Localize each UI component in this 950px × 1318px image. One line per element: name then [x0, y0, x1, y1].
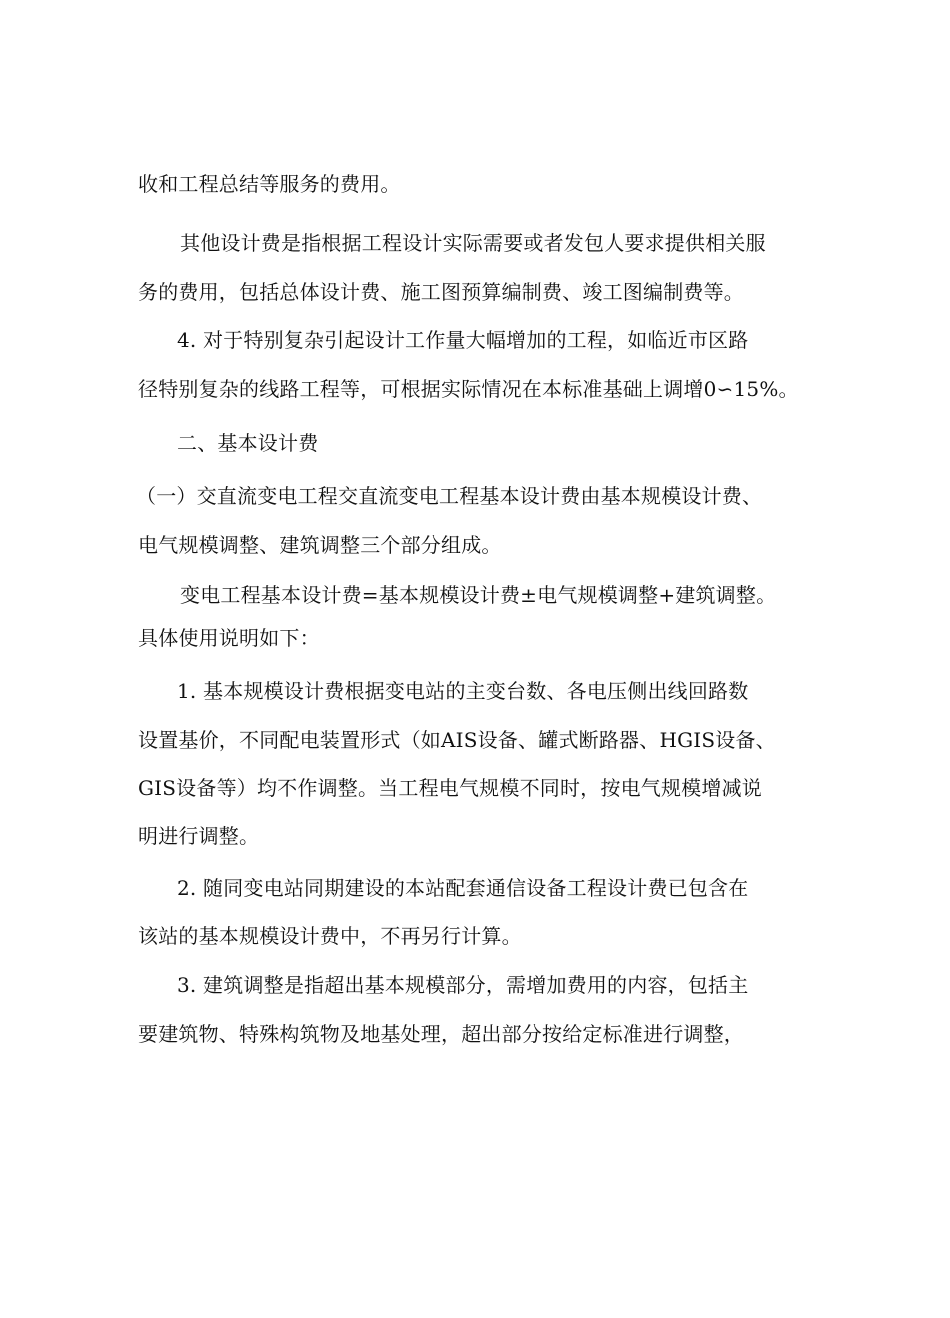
- text-line: 具体使用说明如下：: [138, 626, 320, 650]
- text-line: 该站的基本规模设计费中，不再另行计算。: [138, 924, 522, 948]
- text-line: 收和工程总结等服务的费用。: [138, 172, 401, 196]
- text-line: 设置基价，不同配电装置形式（如AIS设备、罐式断路器、HGIS设备、: [138, 728, 776, 752]
- text-line: 1. 基本规模设计费根据变电站的主变台数、各电压侧出线回路数: [177, 679, 749, 703]
- text-line: 4. 对于特别复杂引起设计工作量大幅增加的工程，如临近市区路: [177, 328, 749, 352]
- text-line: 务的费用，包括总体设计费、施工图预算编制费、竣工图编制费等。: [138, 280, 744, 304]
- section-heading: 二、基本设计费: [177, 431, 319, 455]
- text-line: 径特别复杂的线路工程等，可根据实际情况在本标准基础上调增0∽15%。: [138, 377, 799, 401]
- text-line: 其他设计费是指根据工程设计实际需要或者发包人要求提供相关服: [180, 231, 766, 255]
- text-line: GIS设备等）均不作调整。当工程电气规模不同时，按电气规模增减说: [138, 776, 762, 800]
- text-line: 3. 建筑调整是指超出基本规模部分，需增加费用的内容，包括主: [177, 973, 749, 997]
- text-line: 明进行调整。: [138, 824, 260, 848]
- text-line: 电气规模调整、建筑调整三个部分组成。: [138, 533, 502, 557]
- text-line: 要建筑物、特殊构筑物及地基处理，超出部分按给定标准进行调整，: [138, 1022, 744, 1046]
- text-line: 2. 随同变电站同期建设的本站配套通信设备工程设计费已包含在: [177, 876, 749, 900]
- text-line: （一）交直流变电工程交直流变电工程基本设计费由基本规模设计费、: [136, 484, 763, 508]
- formula-line: 变电工程基本设计费=基本规模设计费±电气规模调整+建筑调整。: [180, 583, 777, 607]
